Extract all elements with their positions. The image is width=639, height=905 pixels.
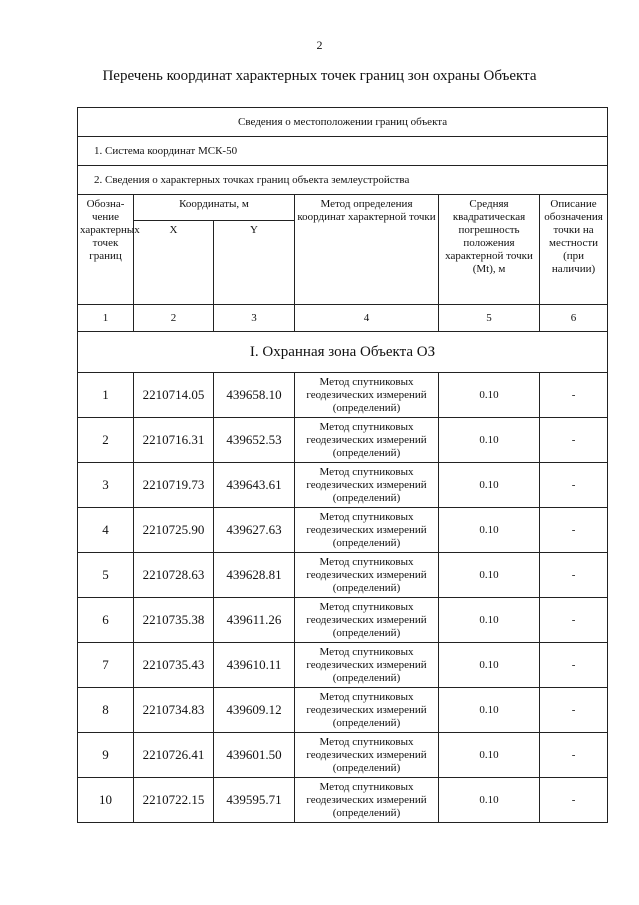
coord-y: 439652.53 bbox=[214, 418, 295, 463]
accuracy: 0.10 bbox=[439, 643, 540, 688]
description: - bbox=[540, 508, 608, 553]
table-row bbox=[78, 373, 608, 418]
table-row bbox=[78, 508, 608, 553]
column-number: 4 bbox=[295, 305, 439, 332]
document-title: Перечень координат характерных точек границ зон охраны Объекта bbox=[102, 68, 537, 84]
method: Метод спутниковых геодезических измерений (определений) bbox=[295, 778, 439, 823]
coord-x: 2210735.38 bbox=[134, 598, 214, 643]
point-number: 1 bbox=[78, 373, 134, 418]
coord-y: 439628.81 bbox=[214, 553, 295, 598]
col-description-header: Описание обозначения точки на местности (при наличии) bbox=[540, 195, 608, 305]
table-row bbox=[78, 598, 608, 643]
coord-y: 439601.50 bbox=[214, 733, 295, 778]
table-row bbox=[78, 688, 608, 733]
accuracy: 0.10 bbox=[439, 508, 540, 553]
column-number: 3 bbox=[214, 305, 295, 332]
accuracy: 0.10 bbox=[439, 688, 540, 733]
col-y-header: Y bbox=[214, 221, 295, 305]
point-number: 7 bbox=[78, 643, 134, 688]
points-header: 2. Сведения о характерных точках границ объекта землеустройства bbox=[78, 166, 608, 195]
method: Метод спутниковых геодезических измерений (определений) bbox=[295, 643, 439, 688]
column-number: 6 bbox=[540, 305, 608, 332]
accuracy: 0.10 bbox=[439, 463, 540, 508]
col-x-header: X bbox=[134, 221, 214, 305]
method: Метод спутниковых геодезических измерений (определений) bbox=[295, 688, 439, 733]
table-row bbox=[78, 463, 608, 508]
accuracy: 0.10 bbox=[439, 778, 540, 823]
method: Метод спутниковых геодезических измерений (определений) bbox=[295, 598, 439, 643]
zone-title-row bbox=[78, 332, 608, 373]
point-number: 3 bbox=[78, 463, 134, 508]
method: Метод спутниковых геодезических измерений (определений) bbox=[295, 733, 439, 778]
accuracy: 0.10 bbox=[439, 598, 540, 643]
coord-y: 439658.10 bbox=[214, 373, 295, 418]
description: - bbox=[540, 688, 608, 733]
accuracy: 0.10 bbox=[439, 733, 540, 778]
coord-y: 439611.26 bbox=[214, 598, 295, 643]
coord-x: 2210726.41 bbox=[134, 733, 214, 778]
description: - bbox=[540, 643, 608, 688]
method: Метод спутниковых геодезических измерений (определений) bbox=[295, 508, 439, 553]
point-number: 5 bbox=[78, 553, 134, 598]
point-number: 4 bbox=[78, 508, 134, 553]
accuracy: 0.10 bbox=[439, 373, 540, 418]
coord-y: 439643.61 bbox=[214, 463, 295, 508]
coord-x: 2210714.05 bbox=[134, 373, 214, 418]
column-number: 1 bbox=[78, 305, 134, 332]
points-header-row bbox=[78, 166, 608, 195]
column-header-row bbox=[78, 195, 608, 221]
accuracy: 0.10 bbox=[439, 418, 540, 463]
column-number: 5 bbox=[439, 305, 540, 332]
table-row bbox=[78, 733, 608, 778]
point-number: 9 bbox=[78, 733, 134, 778]
table-row bbox=[78, 643, 608, 688]
coordinates-table bbox=[77, 107, 608, 823]
coord-y: 439627.63 bbox=[214, 508, 295, 553]
point-number: 8 bbox=[78, 688, 134, 733]
point-number: 6 bbox=[78, 598, 134, 643]
description: - bbox=[540, 553, 608, 598]
section-header: Сведения о местоположении границ объекта bbox=[78, 108, 608, 137]
coord-x: 2210719.73 bbox=[134, 463, 214, 508]
coord-system: 1. Система координат МСК-50 bbox=[78, 137, 608, 166]
table-row bbox=[78, 418, 608, 463]
table-row bbox=[78, 553, 608, 598]
col-designation-header: Обозна-чение характерных точек границ bbox=[78, 195, 134, 305]
coord-system-row bbox=[78, 137, 608, 166]
description: - bbox=[540, 418, 608, 463]
column-number: 2 bbox=[134, 305, 214, 332]
col-accuracy-header: Средняя квадратическая погрешность положения характерной точки (Mt), м bbox=[439, 195, 540, 305]
description: - bbox=[540, 598, 608, 643]
coord-x: 2210725.90 bbox=[134, 508, 214, 553]
coord-x: 2210722.15 bbox=[134, 778, 214, 823]
table-row bbox=[78, 778, 608, 823]
description: - bbox=[540, 463, 608, 508]
method: Метод спутниковых геодезических измерений (определений) bbox=[295, 463, 439, 508]
point-number: 2 bbox=[78, 418, 134, 463]
method: Метод спутниковых геодезических измерений (определений) bbox=[295, 418, 439, 463]
coord-y: 439609.12 bbox=[214, 688, 295, 733]
point-number: 10 bbox=[78, 778, 134, 823]
description: - bbox=[540, 733, 608, 778]
coord-y: 439595.71 bbox=[214, 778, 295, 823]
col-coordinates-header: Координаты, м bbox=[134, 195, 295, 221]
coord-x: 2210735.43 bbox=[134, 643, 214, 688]
coord-x: 2210716.31 bbox=[134, 418, 214, 463]
col-method-header: Метод определения координат характерной точки bbox=[295, 195, 439, 305]
description: - bbox=[540, 373, 608, 418]
method: Метод спутниковых геодезических измерений (определений) bbox=[295, 373, 439, 418]
page-number: 2 bbox=[316, 38, 323, 52]
coord-x: 2210728.63 bbox=[134, 553, 214, 598]
section-header-row bbox=[78, 108, 608, 137]
coord-x: 2210734.83 bbox=[134, 688, 214, 733]
coord-y: 439610.11 bbox=[214, 643, 295, 688]
column-numbers-row bbox=[78, 305, 608, 332]
method: Метод спутниковых геодезических измерений (определений) bbox=[295, 553, 439, 598]
accuracy: 0.10 bbox=[439, 553, 540, 598]
description: - bbox=[540, 778, 608, 823]
zone-title: I. Охранная зона Объекта ОЗ bbox=[78, 332, 608, 373]
